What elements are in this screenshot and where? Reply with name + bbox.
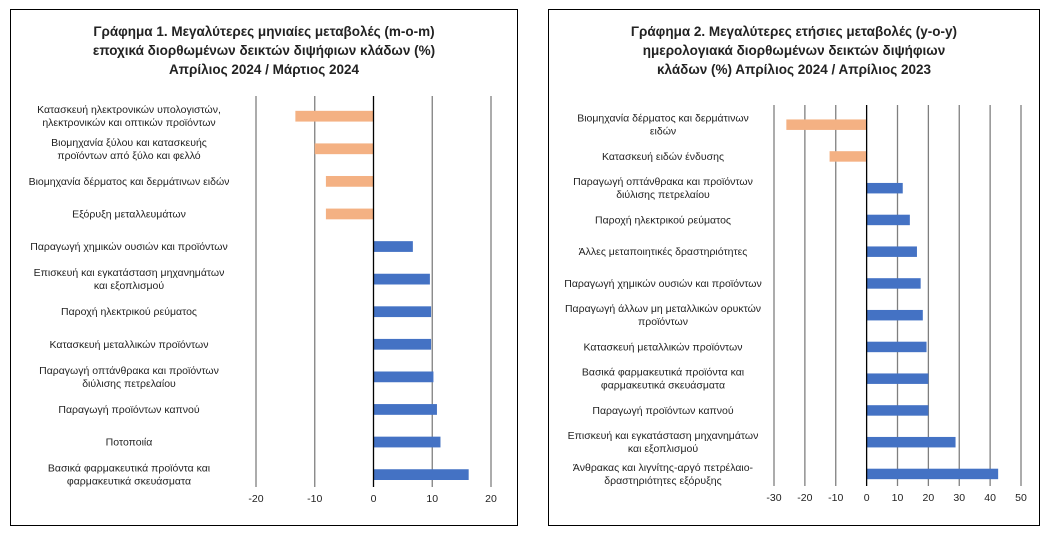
chart-2-category-label: Βασικά φαρμακευτικά προϊόντα και <box>581 366 745 379</box>
chart-2-category-label: Άλλες μεταποιητικές δραστηριότητες <box>578 246 748 259</box>
chart-1-panel <box>10 9 518 526</box>
chart-2-category-label: δραστηριότητες εξόρυξης <box>604 474 722 487</box>
chart-1-tick-label: 20 <box>485 493 497 505</box>
chart-2-bar <box>867 310 923 320</box>
chart-2-bar <box>867 373 929 383</box>
chart-2-tick-label: 50 <box>1015 492 1027 504</box>
chart-2-category-label: Βιομηχανία δέρματος και δερμάτινων <box>577 112 749 125</box>
chart-2-tick-label: 30 <box>953 492 966 504</box>
chart-1-bar <box>326 209 374 220</box>
chart-2-category-label: διύλισης πετρελαίου <box>616 189 710 202</box>
chart-2-tick-label: 0 <box>863 492 870 504</box>
chart-1-bar <box>374 437 441 448</box>
chart-2-category-label: Παραγωγή προϊόντων καπνού <box>592 404 734 417</box>
chart-1-tick-label: -10 <box>307 493 323 505</box>
chart-1-category-label: Εξόρυξη μεταλλευμάτων <box>72 208 186 221</box>
chart-1-category-label: προϊόντων από ξύλο και φελλό <box>57 149 201 162</box>
chart-2-panel <box>548 9 1040 526</box>
chart-1-bar <box>374 306 432 317</box>
chart-1-category-label: Βιομηχανία ξύλου και κατασκευής <box>51 136 207 149</box>
chart-2-bar <box>867 278 921 288</box>
chart-1-bar <box>374 404 437 415</box>
chart-1-category-label: Επισκευή και εγκατάσταση μηχανημάτων <box>33 267 225 280</box>
chart-2-category-label: Επισκευή και εγκατάσταση μηχανημάτων <box>567 430 759 443</box>
chart-1-bar <box>315 143 374 154</box>
chart-2-tick-label: -10 <box>828 492 844 504</box>
chart-1-bar <box>374 241 413 252</box>
chart-2-category-label: Κατασκευή ειδών ένδυσης <box>601 150 725 163</box>
chart-1-title-line: εποχικά διορθωμένων δεικτών διψήφιων κλάδων (%) <box>92 43 436 58</box>
chart-1-category-label: φαρμακευτικά σκευάσματα <box>66 475 192 488</box>
chart-1-title-line: Απρίλιος 2024 / Μάρτιος 2024 <box>168 62 360 77</box>
chart-2-category-label: προϊόντων <box>638 316 688 329</box>
chart-1-tick-label: -20 <box>248 493 264 505</box>
chart-2-bar <box>867 215 910 225</box>
chart-1-category-label: Κατασκευή μεταλλικών προϊόντων <box>49 338 209 351</box>
chart-2-bar <box>867 246 917 256</box>
chart-2-category-label: Παραγωγή άλλων μη μεταλλικών ορυκτών <box>564 303 762 316</box>
chart-2-plot <box>549 10 1041 527</box>
chart-2-category-label: Άνθρακας και λιγνίτης-αργό πετρέλαιο- <box>572 461 754 474</box>
chart-1-tick-label: 10 <box>426 493 439 505</box>
chart-1-category-label: Παραγωγή οπτάνθρακα και προϊόντων <box>39 364 219 377</box>
chart-2-category-label: ειδών <box>649 125 677 138</box>
chart-1-title-line: Γράφημα 1. Μεγαλύτερες μηνιαίες μεταβολές (m-o-m) <box>93 24 435 39</box>
chart-1-category-label: διύλισης πετρελαίου <box>82 377 176 390</box>
chart-1-category-label: ηλεκτρονικών και οπτικών προϊόντων <box>42 117 216 130</box>
chart-1-category-label: και εξοπλισμού <box>93 280 165 293</box>
chart-2-category-label: και εξοπλισμού <box>627 443 699 456</box>
chart-2-category-label: Παραγωγή χημικών ουσιών και προϊόντων <box>564 277 762 290</box>
chart-2-bar <box>867 183 903 193</box>
chart-2-tick-label: 10 <box>891 492 904 504</box>
chart-1-bar <box>374 339 432 350</box>
chart-1-category-label: Παραγωγή χημικών ουσιών και προϊόντων <box>30 241 228 254</box>
chart-2-title-line: Γράφημα 2. Μεγαλύτερες ετήσιες μεταβολές (y-o-y) <box>630 24 958 39</box>
chart-2-category-label: φαρμακευτικά σκευάσματα <box>600 379 726 392</box>
chart-1-category-label: Βιομηχανία δέρματος και δερμάτινων ειδών <box>28 175 230 188</box>
chart-1-category-label: Βασικά φαρμακευτικά προϊόντα και <box>47 462 211 475</box>
chart-2-tick-label: -30 <box>766 492 782 504</box>
chart-1-category-label: Ποτοποιία <box>105 436 153 449</box>
chart-1-category-label: Παραγωγή προϊόντων καπνού <box>58 403 200 416</box>
chart-2-bar <box>867 342 927 352</box>
chart-1-tick-label: 0 <box>370 493 377 505</box>
chart-2-bar <box>867 437 956 447</box>
chart-2-bar <box>786 119 866 129</box>
chart-1-bar <box>374 274 430 285</box>
chart-2-bar <box>867 469 999 479</box>
chart-1-category-label: Παροχή ηλεκτρικού ρεύματος <box>61 306 197 319</box>
chart-2-category-label: Παροχή ηλεκτρικού ρεύματος <box>595 214 731 227</box>
chart-2-tick-label: 40 <box>984 492 996 504</box>
chart-2-bar <box>830 151 867 161</box>
chart-2-title-line: ημερολογιακά διορθωμένων δεικτών διψήφιων <box>642 43 946 58</box>
chart-1-bar <box>374 469 469 480</box>
chart-2-tick-label: 20 <box>922 492 935 504</box>
chart-2-title-line: κλάδων (%) Απρίλιος 2024 / Απρίλιος 2023 <box>656 62 931 77</box>
chart-2-category-label: Κατασκευή μεταλλικών προϊόντων <box>583 341 743 354</box>
chart-2-tick-label: -20 <box>797 492 813 504</box>
chart-2-bar <box>867 405 929 415</box>
chart-1-bar <box>374 371 434 382</box>
chart-1-plot <box>11 10 519 527</box>
chart-1-bar <box>326 176 374 187</box>
chart-2-category-label: Παραγωγή οπτάνθρακα και προϊόντων <box>573 176 753 189</box>
chart-1-category-label: Κατασκευή ηλεκτρονικών υπολογιστών, <box>37 104 221 117</box>
chart-1-bar <box>295 111 373 122</box>
